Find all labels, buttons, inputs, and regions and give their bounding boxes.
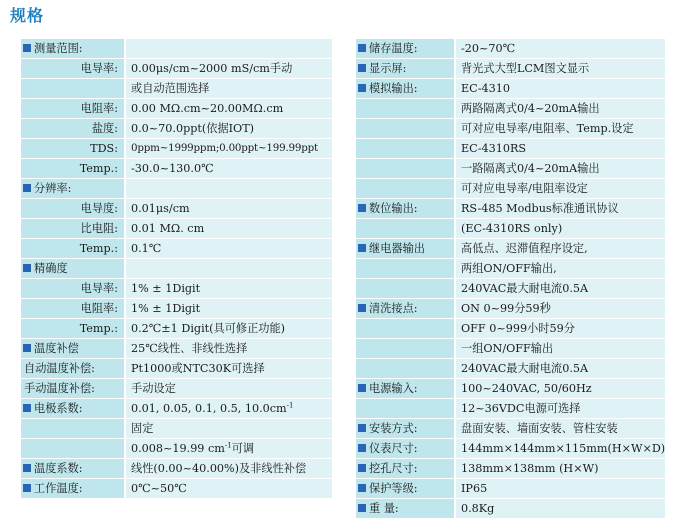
spec-label [21,119,124,138]
spec-value [126,179,332,198]
spec-label [21,159,124,178]
spec-value [456,459,665,478]
spec-value [456,199,665,218]
square-bullet-icon [358,84,366,92]
spec-label [21,359,124,378]
spec-value-text: 一组ON/OFF输出 [461,342,554,355]
spec-label [356,59,454,78]
spec-row [356,319,665,338]
square-bullet-icon [358,304,366,312]
spec-row [356,259,665,278]
spec-label [21,439,124,458]
spec-value [126,139,332,158]
spec-label [21,179,124,198]
spec-label-text: 测量范围: [34,42,83,55]
square-bullet-icon [358,444,366,452]
spec-label [21,339,124,358]
spec-value [126,279,332,298]
spec-row [21,279,332,298]
spec-value-text: Pt1000或NTC30K可选择 [131,362,265,375]
spec-row [21,119,332,138]
spec-row [21,79,332,98]
square-bullet-icon [358,504,366,512]
spec-value [456,179,665,198]
spec-row [21,299,332,318]
spec-label [21,39,124,58]
spec-label [21,279,124,298]
spec-value [456,299,665,318]
spec-value-text: 可对应电导率/电阻率设定 [461,182,588,195]
spec-value [126,199,332,218]
spec-value-text: 144mm×144mm×115mm(H×W×D) [461,442,665,455]
spec-value-text: 手动设定 [131,382,176,395]
spec-value-text: 或自动范围选择 [131,82,210,95]
spec-label-text: 电阻率: [80,102,118,115]
spec-row [356,179,665,198]
spec-row [356,499,665,518]
spec-label-text: 模拟输出: [369,82,418,95]
spec-value-text: 0.0~70.0ppt(依据IOT) [131,122,255,135]
spec-row [356,39,665,58]
spec-row [356,399,665,418]
spec-value [456,479,665,498]
spec-label-text: 温度系数: [34,462,83,475]
spec-row [356,139,665,158]
spec-value [456,239,665,258]
spec-value-text: -30.0~130.0℃ [131,162,214,175]
spec-row [356,339,665,358]
spec-value-text: IP65 [461,482,488,495]
spec-value-text: 12~36VDC电源可选择 [461,402,581,415]
square-bullet-icon [23,44,31,52]
spec-row [356,479,665,498]
spec-label-text: 电导率: [80,62,118,75]
spec-table-right [356,39,665,519]
spec-value [126,299,332,318]
spec-label [21,99,124,118]
spec-label [21,139,124,158]
spec-label [356,119,454,138]
spec-label-text: Temp.: [79,242,118,255]
spec-value [126,119,332,138]
spec-label [356,339,454,358]
spec-label [356,279,454,298]
spec-value-text: 240VAC最大耐电流0.5A [461,362,589,375]
spec-value-text: 0.1℃ [131,242,162,255]
spec-label [21,419,124,438]
spec-label [356,419,454,438]
spec-value [126,359,332,378]
spec-row [21,39,332,58]
spec-value-text: 0℃~50℃ [131,482,187,495]
spec-label [21,79,124,98]
spec-label [356,219,454,238]
unit-exponent: -1 [286,401,294,410]
spec-value [126,239,332,258]
spec-value [126,419,332,438]
spec-label [356,139,454,158]
spec-value-text: 0.01 MΩ. cm [131,222,205,235]
spec-label [356,319,454,338]
spec-value-text: 盘面安装、墙面安装、管柱安装 [461,422,618,435]
spec-label-text: 比电阻: [80,222,118,235]
spec-value-text: 线性(0.00~40.00%)及非线性补偿 [131,462,307,475]
spec-label-text: 电导度: [80,202,118,215]
spec-value-text: 一路隔离式0/4~20mA输出 [461,162,600,175]
spec-label-text: TDS: [90,142,118,155]
spec-value [456,59,665,78]
square-bullet-icon [23,464,31,472]
spec-label-text: 电源输入: [369,382,418,395]
spec-label [356,99,454,118]
spec-value [456,399,665,418]
spec-row [21,419,332,438]
spec-label [21,459,124,478]
square-bullet-icon [358,464,366,472]
spec-value-text: RS-485 Modbus标准通讯协议 [461,202,619,215]
spec-value-text: 100~240VAC, 50/60Hz [461,382,592,395]
spec-label [356,239,454,258]
square-bullet-icon [358,44,366,52]
spec-value-text: 高低点、迟滞值程序设定, [461,242,588,255]
spec-label [21,59,124,78]
spec-row [356,219,665,238]
spec-value [456,219,665,238]
spec-value [456,259,665,278]
spec-label [356,499,454,518]
spec-value-text: 两组ON/OFF输出, [461,262,557,275]
spec-row [21,179,332,198]
spec-value-text: 0ppm~1999ppm;0.00ppt~199.99ppt [131,142,318,154]
spec-label-text: 工作温度: [34,482,83,495]
spec-value-text: 0.2℃±1 Digit(具可修正功能) [131,322,285,335]
spec-value-text: (EC-4310RS only) [461,222,563,235]
spec-row [356,379,665,398]
spec-label-text: 重 量: [369,502,399,515]
spec-row [21,459,332,478]
spec-row [356,299,665,318]
spec-label [21,219,124,238]
spec-row [356,459,665,478]
spec-row [356,99,665,118]
spec-label-text: 仪表尺寸: [369,442,418,455]
spec-value-text: EC-4310 [461,82,510,95]
spec-value [456,39,665,58]
spec-value-text: 0.00μs/cm~2000 mS/cm手动 [131,62,293,75]
square-bullet-icon [358,424,366,432]
square-bullet-icon [358,484,366,492]
spec-row [356,159,665,178]
spec-value [126,159,332,178]
spec-label-text: 分辨率: [34,182,72,195]
spec-value-text: EC-4310RS [461,142,527,155]
spec-value-text: 0.01, 0.05, 0.1, 0.5, 10.0cm [131,402,287,415]
spec-label [356,259,454,278]
spec-row [21,159,332,178]
square-bullet-icon [23,404,31,412]
spec-value [456,279,665,298]
spec-value-text: 138mm×138mm (H×W) [461,462,599,475]
spec-label-text: 电阻率: [80,302,118,315]
spec-value [126,319,332,338]
spec-value-suffix: 可调 [231,442,255,455]
spec-label [356,479,454,498]
spec-value [456,79,665,98]
square-bullet-icon [358,384,366,392]
spec-row [21,239,332,258]
spec-value [126,479,332,498]
spec-value-text: 0.008~19.99 cm [131,442,225,455]
spec-label-text: 精确度 [34,262,68,275]
spec-label-text: 电导率: [80,282,118,295]
spec-value [126,339,332,358]
spec-label-text: 显示屏: [369,62,407,75]
spec-label [356,179,454,198]
square-bullet-icon [23,484,31,492]
page-title: 规格 [10,6,45,25]
spec-value-text: ON 0~99分59秒 [461,302,551,315]
spec-label [356,79,454,98]
spec-value-text: 背光式大型LCM图文显示 [461,62,590,75]
spec-label [21,299,124,318]
spec-value-text: 240VAC最大耐电流0.5A [461,282,589,295]
spec-label-text: 数位输出: [369,202,418,215]
spec-label [21,479,124,498]
spec-value [456,159,665,178]
spec-label-text: 电极系数: [34,402,83,415]
spec-label [21,199,124,218]
spec-value [126,99,332,118]
spec-value [456,139,665,158]
spec-row [21,259,332,278]
spec-value [456,319,665,338]
spec-label [356,439,454,458]
spec-row [21,359,332,378]
spec-label [21,319,124,338]
square-bullet-icon [23,184,31,192]
spec-value-text: -20~70℃ [461,42,516,55]
spec-value-text: 1% ± 1Digit [131,282,201,295]
spec-row [356,419,665,438]
spec-label [356,39,454,58]
spec-label [356,199,454,218]
spec-row [21,379,332,398]
spec-value [126,379,332,398]
spec-label [356,399,454,418]
spec-value [126,399,332,418]
spec-label-text: 安装方式: [369,422,418,435]
spec-row [356,439,665,458]
square-bullet-icon [23,264,31,272]
spec-row [21,339,332,358]
spec-value-text: 固定 [131,422,154,435]
spec-label-text: 保护等级: [369,482,418,495]
spec-label-text: 挖孔尺寸: [369,462,418,475]
spec-value-text: 0.8Kg [461,502,495,515]
spec-value-text: 0.00 MΩ.cm~20.00MΩ.cm [131,102,284,115]
spec-label-text: 储存温度: [369,42,418,55]
spec-label-text: 手动温度补偿: [24,382,95,395]
spec-row [356,79,665,98]
spec-value [126,79,332,98]
spec-value [456,499,665,518]
spec-label-text: 清洗接点: [369,302,418,315]
spec-row [21,99,332,118]
spec-row [356,119,665,138]
spec-row [21,219,332,238]
spec-value [126,219,332,238]
spec-value [456,379,665,398]
spec-value [126,459,332,478]
spec-value [126,439,332,458]
spec-value [126,39,332,58]
spec-label [356,459,454,478]
spec-value [126,59,332,78]
spec-row [21,139,332,158]
spec-value-text: 两路隔离式0/4~20mA输出 [461,102,600,115]
spec-row [356,239,665,258]
spec-value-text: 1% ± 1Digit [131,302,201,315]
spec-label-text: Temp.: [79,322,118,335]
spec-row [356,279,665,298]
spec-value [456,99,665,118]
spec-table-left [21,39,332,499]
spec-label [356,359,454,378]
square-bullet-icon [358,204,366,212]
spec-row [21,439,332,458]
spec-label [21,379,124,398]
spec-value [456,419,665,438]
spec-row [356,59,665,78]
spec-row [21,479,332,498]
spec-label-text: Temp.: [79,162,118,175]
spec-row [356,199,665,218]
unit-exponent: -1 [224,441,232,450]
square-bullet-icon [358,244,366,252]
spec-value [456,439,665,458]
spec-row [21,59,332,78]
spec-label [356,159,454,178]
spec-label [21,259,124,278]
spec-label-text: 盐度: [91,122,118,135]
square-bullet-icon [23,344,31,352]
spec-row [21,199,332,218]
spec-label-text: 温度补偿 [34,342,79,355]
spec-value-text: 可对应电导率/电阻率、Temp.设定 [461,122,634,135]
spec-value-text: 0.01μs/cm [131,202,190,215]
square-bullet-icon [358,64,366,72]
spec-label-text: 继电器输出 [369,242,425,255]
spec-label [356,379,454,398]
spec-row [21,399,332,418]
spec-row [21,319,332,338]
spec-value [456,339,665,358]
spec-value [126,259,332,278]
spec-value-text: OFF 0~999小时59分 [461,322,575,335]
spec-value [456,119,665,138]
spec-value-text: 25℃线性、非线性选择 [131,342,248,355]
spec-row [356,359,665,378]
spec-label [356,299,454,318]
spec-label-text: 自动温度补偿: [24,362,95,375]
spec-label [21,239,124,258]
spec-label [21,399,124,418]
spec-value [456,359,665,378]
